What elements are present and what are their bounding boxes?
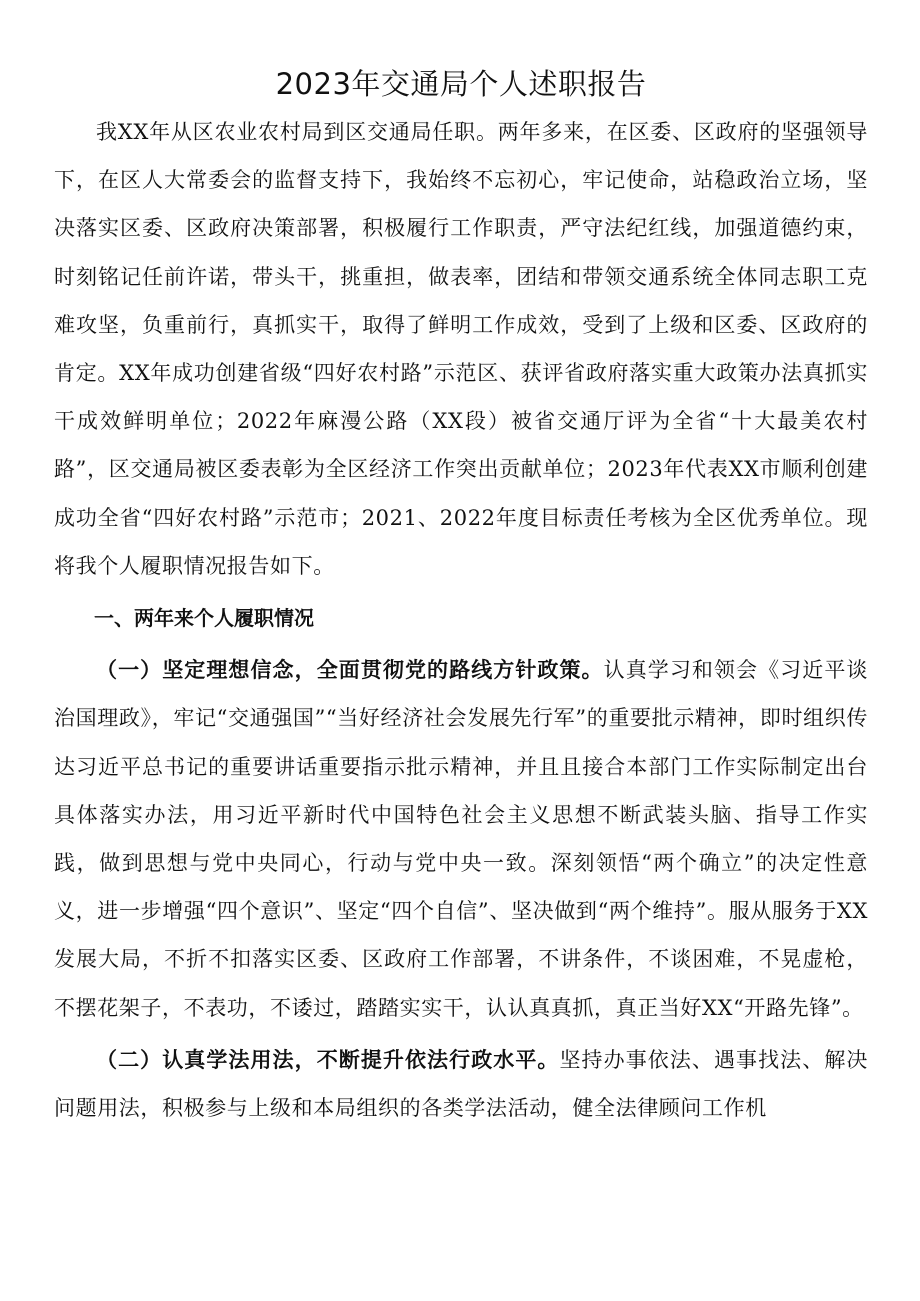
intro-paragraph: 我XX年从区农业农村局到区交通局任职。两年多来，在区委、区政府的坚强领导下，在区人大常委会的监督支持下，我始终不忘初心，牢记使命，站稳政治立场，坚决落实区委、区政府决策部署，积极履行工作职责，严守法纪红线，加强道德约束，时刻铭记任前许诺，带头干，挑重担，做表率，团结和带领交通系统全体同志职工克难攻坚，负重前行，真抓实干，取得了鲜明工作成效，受到了上级和区委、区政府的肯定。XX年成功创建省级“四好农村路”示范区、获评省政府落实重大政策办法真抓实干成效鲜明单位；2022年麻漫公路（XX段）被省交通厅评为全省“十大最美农村路”，区交通局被区委表彰为全区经济工作突出贡献单位；2023年代表XX市顺利创建成功全省“四好农村路”示范市；2021、2022年度目标责任考核为全区优秀单位。现将我个人履职情况报告如下。	[54, 120, 868, 578]
item-2-paragraph	[54, 1036, 868, 1132]
item-1-paragraph	[54, 646, 868, 1032]
item-1-body: 认真学习和领会《习近平谈治国理政》，牢记“交通强国”“当好经济社会发展先行军”的重要批示精神，即时组织传达习近平总书记的重要讲话重要指示批示精神，并且且接合本部门工作实际制定出台具体落实办法，用习近平新时代中国特色社会主义思想不断武装头脑、指导工作实践，做到思想与党中央同心，行动与党中央一致。深刻领悟“两个确立”的决定性意义，进一步增强“四个意识”、坚定“四个自信”、坚决做到“两个维持”。服从服务于XX发展大局，不折不扣落实区委、区政府工作部署，不讲条件，不谈困难，不晃虚枪，不摆花架子，不表功，不诿过，踏踏实实干，认认真真抓，真正当好XX“开路先锋”。	[54, 658, 868, 1020]
section-heading: 一、两年来个人履职情况	[94, 606, 314, 631]
item-1-lead: （一）坚定理想信念，全面贯彻党的路线方针政策。	[96, 658, 604, 683]
item-2-body: 坚持办事依法、遇事找法、解决问题用法，积极参与上级和本局组织的各类学法活动，健全法律顾问工作机	[54, 1047, 868, 1121]
item-2-lead: （二）认真学法用法，不断提升依法行政水平。	[96, 1047, 560, 1072]
document-title: 2023年交通局个人述职报告	[275, 67, 647, 101]
